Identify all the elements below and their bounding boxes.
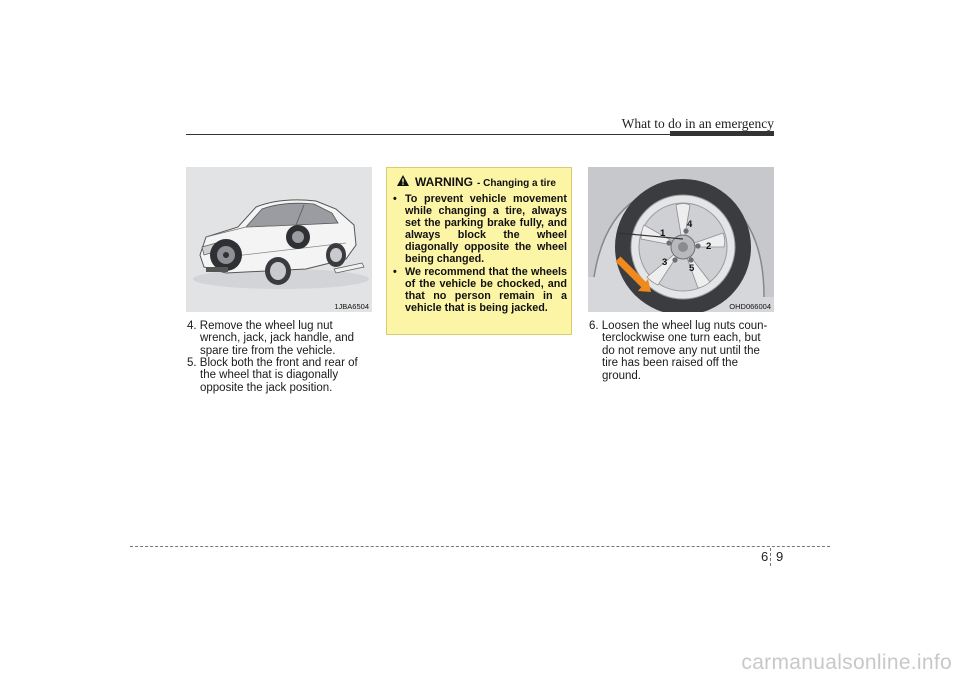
header-title: What to do in an emergency [621,116,774,131]
car-figure-label: 1JBA6504 [334,302,369,311]
watermark: carmanualsonline.info [741,651,952,674]
warning-subtitle: - Changing a tire [477,178,556,189]
page-number: 9 [776,549,784,564]
warning-item: • We recommend that the wheels of the vehicle be chocked, and that no person remain in a vehicle that is being jacked. [393,266,567,315]
warning-title: WARNING [415,175,473,189]
step-6: 6. Loosen the wheel lug nuts coun-terclockwise one turn each, but do not remove any nut until the tire has been raised off the ground. [589,320,768,382]
footer-rule [130,546,830,547]
bullet: • [393,193,397,205]
nut-number-5: 5 [689,263,695,274]
nut-number-4: 4 [687,219,693,230]
warning-box [386,167,572,335]
warning-header [397,175,556,189]
car-illustration [186,167,372,312]
step-4: 4. Remove the wheel lug nut wrench, jack, jack handle, and spare tire from the vehicle. [187,320,355,357]
page-separator [770,548,771,566]
bullet: • [393,266,397,279]
header-tab [670,131,774,136]
nut-number-2: 2 [706,241,712,252]
nut-number-1: 1 [660,228,666,239]
nut-number-3: 3 [662,257,668,268]
warning-triangle-icon [397,175,409,186]
warning-list [393,194,567,317]
wheel-illustration [588,167,774,312]
wheel-figure-label: OHD066004 [729,302,771,311]
warning-item: • To prevent vehicle movement while changing a tire, always set the parking brake fully, and always block the wheel diagonally opposite the wheel being changed. [393,193,567,265]
wheel-figure [588,167,774,312]
section-number: 6 [761,549,769,564]
car-figure [186,167,372,312]
step-5: 5. Block both the front and rear of the wheel that is diagonally opposite the jack position. [187,357,358,394]
